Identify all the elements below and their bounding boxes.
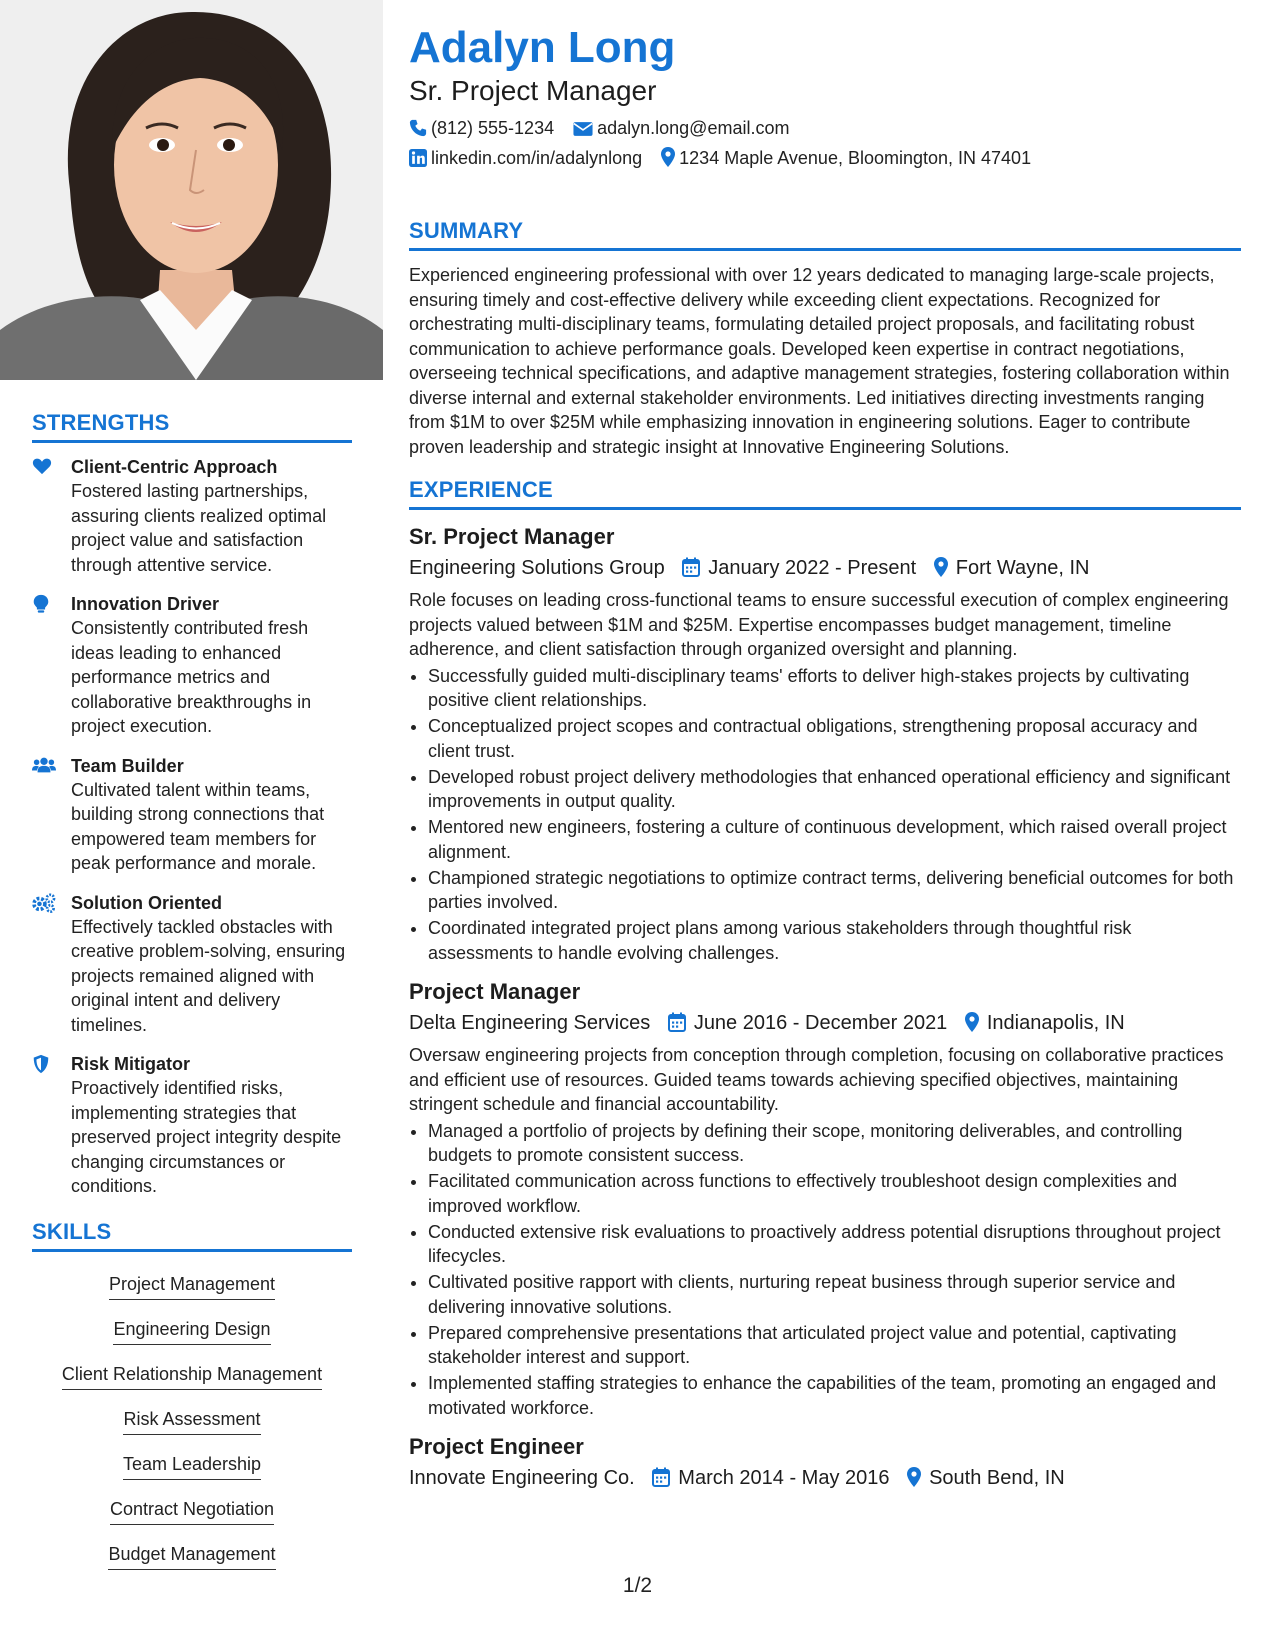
- job-dates: [682, 554, 916, 582]
- skill-item: Team Leadership: [123, 1452, 261, 1480]
- strength-item: [32, 592, 352, 739]
- strength-desc: Fostered lasting partnerships, assuring clients realized optimal project value and satisfaction through attentive service.: [71, 481, 327, 575]
- job-entry: [409, 1432, 1241, 1492]
- job-company: Innovate Engineering Co.: [409, 1467, 635, 1489]
- job-bullet: • Championed strategic negotiations to optimize contract terms, delivering beneficial outcomes for both parties involved.: [428, 866, 1241, 915]
- job-bullet: • Facilitated communication across functions to effectively troubleshoot design complexities and improved workflow.: [428, 1169, 1241, 1218]
- candidate-name: Adalyn Long: [409, 23, 676, 72]
- users-icon: [32, 756, 54, 776]
- linkedin-icon: [409, 149, 427, 167]
- linkedin-text[interactable]: linkedin.com/in/adalynlong: [431, 148, 643, 168]
- strength-desc: Cultivated talent within teams, building strong connections that empowered team members for peak performance and morale.: [71, 779, 325, 873]
- strength-title: Solution Oriented: [71, 892, 222, 913]
- job-desc: Role focuses on leading cross-functional teams to ensure successful execution of complex engineering projects valued between $1M and $25M. Expertise encompasses budget management, timeline adherence, and client satisfaction through organized oversight and planning.: [409, 590, 1229, 659]
- job-company: Delta Engineering Services: [409, 1012, 651, 1034]
- skill-item: Project Management: [109, 1272, 275, 1300]
- skill-item: Client Relationship Management: [62, 1362, 322, 1390]
- summary-text: Experienced engineering professional with over 12 years dedicated to managing large-scale projects, ensuring timely and cost-effective delivery while exceeding client expectations. Recognized for orchestrating multi-disciplinary teams, formulating detailed project proposals, and facilitating robust communication to achieve performance goals. Developed keen expertise in contract negotiations, overseeing technical specifications, and adaptive management strategies, fostering collaboration within diverse internal and external stakeholder environments. Led initiatives directing investments ranging from $1M to over $25M while emphasizing innovation in engineering solutions. Eager to contribute proven leadership and strategic insight at Innovative Engineering Solutions.: [409, 265, 1230, 457]
- job-bullet: • Prepared comprehensive presentations that articulated project value and potential, captivating stakeholder interest and support.: [428, 1321, 1241, 1370]
- map-pin-icon: [934, 557, 948, 577]
- job-company: Engineering Solutions Group: [409, 557, 665, 579]
- strength-title: Innovation Driver: [71, 594, 220, 614]
- calendar-icon: [668, 1012, 686, 1032]
- job-dates: [668, 1009, 948, 1037]
- email-text[interactable]: adalyn.long@email.com: [597, 118, 790, 138]
- contact-row-2: [409, 146, 1241, 170]
- phone-contact: [409, 116, 554, 140]
- job-role: Sr. Project Manager: [409, 524, 615, 549]
- job-meta: [409, 554, 1241, 582]
- strength-title: Client-Centric Approach: [71, 457, 278, 477]
- email-contact[interactable]: [573, 116, 789, 140]
- lightbulb-icon: [32, 594, 54, 614]
- strength-title: Risk Mitigator: [71, 1054, 191, 1074]
- strength-title: Team Builder: [71, 755, 184, 776]
- strengths-heading: STRENGTHS: [32, 410, 352, 443]
- gears-icon: [32, 893, 54, 913]
- job-location-text: South Bend, IN: [929, 1467, 1065, 1489]
- job-bullets: [409, 1119, 1241, 1421]
- job-location: [907, 1464, 1065, 1492]
- job-dates-text: June 2016 - December 2021: [693, 1012, 948, 1034]
- job-entry: [409, 977, 1241, 1420]
- job-bullets: [409, 664, 1241, 966]
- experience-heading: EXPERIENCE: [409, 477, 1241, 510]
- job-meta: [409, 1464, 1241, 1492]
- strength-desc: Effectively tackled obstacles with creative problem-solving, ensuring projects remained aligned with original intent and delivery timelines.: [71, 916, 346, 1035]
- job-dates: [652, 1464, 889, 1492]
- job-location: [934, 554, 1090, 582]
- job-bullet: • Conducted extensive risk evaluations to proactively address potential disruptions throughout project lifecycles.: [428, 1220, 1241, 1269]
- calendar-icon: [682, 557, 700, 577]
- strength-item: [32, 754, 352, 876]
- map-pin-icon: [965, 1012, 979, 1032]
- job-meta: [409, 1009, 1241, 1037]
- address-text: 1234 Maple Avenue, Bloomington, IN 47401: [679, 148, 1032, 168]
- job-role: Project Manager: [409, 979, 581, 1004]
- skill-item: Contract Negotiation: [110, 1497, 274, 1525]
- strength-item: [32, 455, 352, 577]
- profile-photo: [0, 0, 383, 380]
- job-bullet: • Mentored new engineers, fostering a culture of continuous development, which raised overall project alignment.: [428, 815, 1241, 864]
- linkedin-contact[interactable]: [409, 146, 642, 170]
- right-column: [409, 22, 1241, 1504]
- job-location-text: Indianapolis, IN: [986, 1012, 1125, 1034]
- job-bullet: • Conceptualized project scopes and contractual obligations, strengthening proposal accuracy and client trust.: [428, 714, 1241, 763]
- job-entry: [409, 522, 1241, 965]
- calendar-icon: [652, 1467, 670, 1487]
- strength-item: [32, 891, 352, 1038]
- job-location-text: Fort Wayne, IN: [955, 557, 1090, 579]
- phone-icon: [409, 119, 427, 137]
- job-bullet: • Coordinated integrated project plans among various stakeholders through thoughtful risk assessments to handle evolving challenges.: [428, 916, 1241, 965]
- job-role: Project Engineer: [409, 1434, 584, 1459]
- strength-desc: Consistently contributed fresh ideas leading to enhanced performance metrics and collaborative breakthroughs in project execution.: [71, 618, 312, 736]
- phone-text: (812) 555-1234: [431, 118, 555, 138]
- heart-icon: [32, 457, 54, 477]
- summary-section: [409, 218, 1241, 459]
- skill-item: Budget Management: [108, 1542, 275, 1570]
- job-location: [965, 1009, 1125, 1037]
- strength-desc: Proactively identified risks, implementing strategies that preserved project integrity despite changing circumstances or conditions.: [71, 1078, 342, 1196]
- candidate-title: Sr. Project Manager: [409, 75, 657, 106]
- shield-icon: [32, 1054, 54, 1074]
- job-desc: Oversaw engineering projects from conception through completion, focusing on collaborative practices and efficient use of resources. Guided teams towards achieving specified objectives, maintaining stringent schedule and financial accountability.: [409, 1045, 1224, 1114]
- contact-row: [409, 116, 1241, 140]
- skill-item: Risk Assessment: [123, 1407, 260, 1435]
- address-contact: [661, 146, 1031, 170]
- envelope-icon: [573, 121, 593, 137]
- job-dates-text: March 2014 - May 2016: [678, 1467, 890, 1489]
- experience-section: [409, 477, 1241, 1492]
- job-bullet: • Managed a portfolio of projects by defining their scope, monitoring deliverables, and controlling budgets to promote consistent success.: [428, 1119, 1241, 1168]
- skills-list: [32, 1270, 352, 1587]
- map-pin-icon: [907, 1467, 921, 1487]
- summary-heading: SUMMARY: [409, 218, 1241, 251]
- left-column: [32, 410, 352, 1587]
- strength-item: [32, 1052, 352, 1199]
- map-pin-icon: [661, 147, 675, 167]
- job-bullet: • Successfully guided multi-disciplinary teams' efforts to deliver high-stakes projects by cultivating positive client relationships.: [428, 664, 1241, 713]
- skills-heading: SKILLS: [32, 1219, 352, 1252]
- skill-item: Engineering Design: [113, 1317, 270, 1345]
- job-dates-text: January 2022 - Present: [708, 557, 917, 579]
- job-bullet: • Cultivated positive rapport with clients, nurturing repeat business through superior service and delivering innovative solutions.: [428, 1270, 1241, 1319]
- page-number: 1/2: [622, 1574, 653, 1597]
- job-bullet: • Implemented staffing strategies to enhance the capabilities of the team, promoting an engaged and motivated workforce.: [428, 1371, 1241, 1420]
- job-bullet: • Developed robust project delivery methodologies that enhanced operational efficiency and significant improvements in output quality.: [428, 765, 1241, 814]
